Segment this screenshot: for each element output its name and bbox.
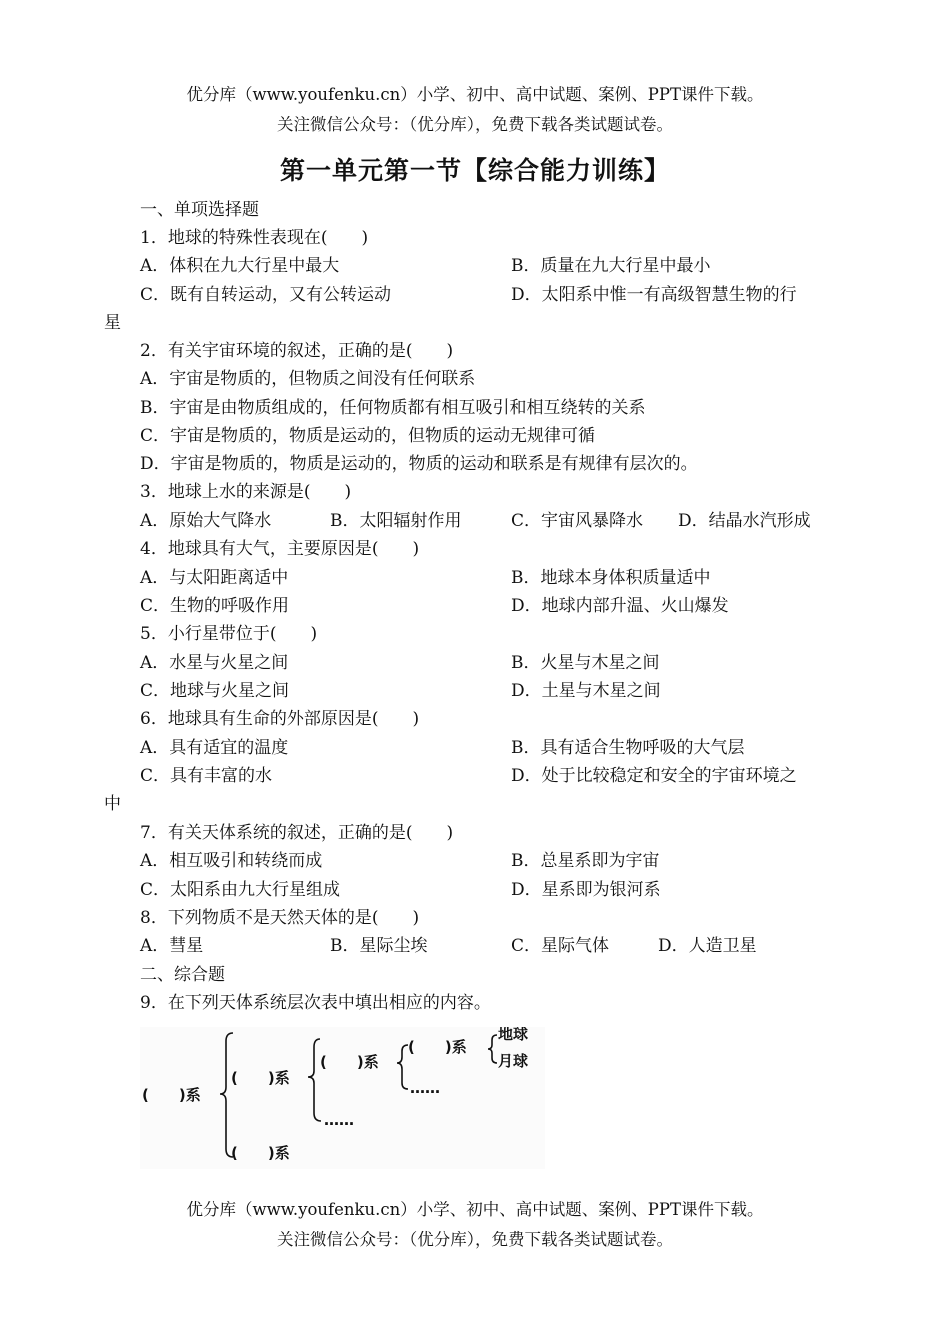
option: C．既有自转运动，又有公转运动 [140, 285, 392, 305]
option: D．人造卫星 [658, 936, 757, 956]
celestial-system-diagram [140, 1027, 545, 1169]
question-stem: 6．地球具有生命的外部原因是( ) [140, 709, 420, 729]
question-stem: 5．小行星带位于( ) [140, 624, 318, 644]
bracket-level2 [308, 1039, 321, 1121]
option: B．宇宙是由物质组成的，任何物质都有相互吸引和相互绕转的关系 [140, 398, 646, 418]
option: A．体积在九大行星中最大 [140, 256, 340, 276]
footer-line-1: 优分库（www.youfenku.cn）小学、初中、高中试题、案例、PPT课件下载。 [186, 1200, 764, 1219]
option: B．质量在九大行星中最小 [511, 256, 711, 276]
option: D．土星与木星之间 [511, 681, 661, 701]
bracket-level3 [397, 1045, 408, 1089]
option: B．太阳辐射作用 [330, 511, 462, 531]
hierarchy-svg [140, 1027, 545, 1169]
option: D．星系即为银河系 [511, 880, 661, 900]
option: B．火星与木星之间 [511, 653, 660, 673]
section-heading: 二、综合题 [140, 965, 225, 985]
option: C．宇宙风暴降水 [511, 511, 644, 531]
option: B．具有适合生物呼吸的大气层 [511, 738, 745, 758]
option: D．太阳系中惟一有高级智慧生物的行 [511, 285, 797, 305]
option: D．处于比较稳定和安全的宇宙环境之 [511, 766, 797, 786]
label-level4: ( )系 [408, 1038, 467, 1056]
option-wrap: 星 [104, 313, 121, 333]
option: A．相互吸引和转绕而成 [140, 851, 323, 871]
option: D．地球内部升温、火山爆发 [511, 596, 729, 616]
label-level2a: ( )系 [231, 1069, 290, 1087]
question-stem: 2．有关宇宙环境的叙述，正确的是( ) [140, 341, 454, 361]
question-stem: 4．地球具有大气，主要原因是( ) [140, 539, 420, 559]
question-stem: 1．地球的特殊性表现在( ) [140, 228, 369, 248]
label-level2b: ( )系 [231, 1144, 290, 1162]
question-stem: 3．地球上水的来源是( ) [140, 482, 352, 502]
option-wrap: 中 [104, 794, 121, 814]
option: C．星际气体 [511, 936, 610, 956]
label-level4-more: …… [410, 1079, 440, 1097]
option: A．宇宙是物质的，但物质之间没有任何联系 [140, 369, 476, 389]
option: D．宇宙是物质的，物质是运动的，物质的运动和联系是有规律有层次的。 [140, 454, 698, 474]
label-level3-more: …… [324, 1111, 354, 1129]
label-moon: 月球 [498, 1052, 529, 1070]
option: B．星际尘埃 [330, 936, 428, 956]
bracket-level4 [488, 1035, 497, 1063]
option: B．总星系即为宇宙 [511, 851, 660, 871]
option: C．太阳系由九大行星组成 [140, 880, 341, 900]
page-title: 第一单元第一节【综合能力训练】 [279, 156, 670, 185]
option: B．地球本身体积质量适中 [511, 568, 711, 588]
label-level3: ( )系 [320, 1053, 379, 1071]
option: A．原始大气降水 [140, 511, 272, 531]
label-earth: 地球 [498, 1027, 529, 1043]
option: A．彗星 [140, 936, 204, 956]
label-level1: ( )系 [142, 1086, 201, 1104]
option: C．具有丰富的水 [140, 766, 273, 786]
question-stem: 7．有关天体系统的叙述，正确的是( ) [140, 823, 454, 843]
option: A．水星与火星之间 [140, 653, 289, 673]
option: A．具有适宜的温度 [140, 738, 289, 758]
question-stem: 8．下列物质不是天然天体的是( ) [140, 908, 420, 928]
option: C．生物的呼吸作用 [140, 596, 290, 616]
header-line-1: 优分库（www.youfenku.cn）小学、初中、高中试题、案例、PPT课件下载。 [186, 85, 764, 104]
option: C．宇宙是物质的，物质是运动的，但物质的运动无规律可循 [140, 426, 596, 446]
question-stem: 9．在下列天体系统层次表中填出相应的内容。 [140, 993, 491, 1013]
option: D．结晶水汽形成 [678, 511, 811, 531]
section-heading: 一、单项选择题 [140, 200, 259, 220]
header-line-2: 关注微信公众号：（优分库），免费下载各类试题试卷。 [277, 115, 673, 134]
bracket-level1 [220, 1033, 233, 1157]
option: A．与太阳距离适中 [140, 568, 289, 588]
option: C．地球与火星之间 [140, 681, 290, 701]
footer-line-2: 关注微信公众号：（优分库），免费下载各类试题试卷。 [277, 1230, 673, 1249]
